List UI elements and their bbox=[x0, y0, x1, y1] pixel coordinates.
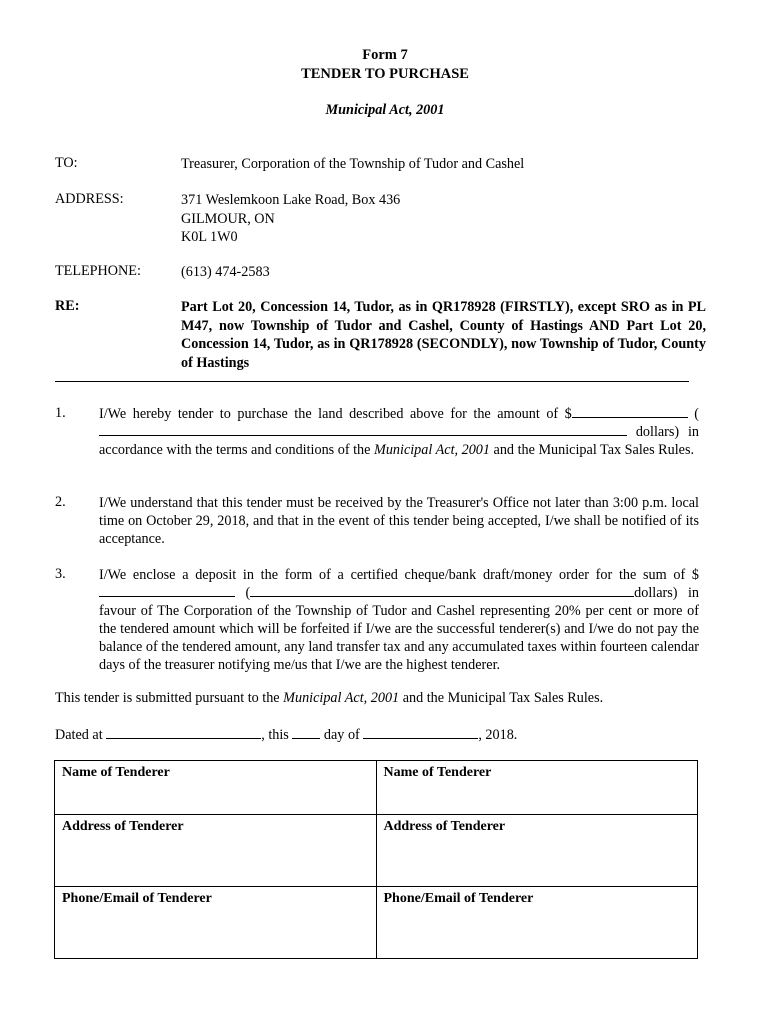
clause-1-text-c: and the Municipal Tax Sales Rules. bbox=[489, 442, 695, 458]
clause-3-number: 3. bbox=[55, 566, 66, 582]
submission-text-b: and the Municipal Tax Sales Rules. bbox=[399, 690, 604, 706]
deposit-amount-blank[interactable] bbox=[99, 584, 235, 597]
submission-statement bbox=[55, 690, 603, 707]
name-of-tenderer-label: Name of Tenderer bbox=[62, 765, 170, 780]
submission-act: Municipal Act, 2001 bbox=[283, 690, 400, 706]
address-of-tenderer-cell-2[interactable] bbox=[376, 815, 698, 887]
phone-of-tenderer-label: Phone/Email of Tenderer bbox=[62, 891, 212, 906]
dated-line bbox=[55, 726, 517, 744]
to-label: TO: bbox=[55, 155, 78, 171]
clause-3-text-b: dollars) in favour of The Corporation of the Township of Tudor and Cashel representing 20% per cent or more of the tendered amount which will be forfeited if I/we are the successful tenderer(s) and I/we do not pay the balance of the tendered amount, any land transfer tax and any accumulated taxes within fourteen calendar days of the treasurer notifying me/us that I/we are the highest tenderer. bbox=[99, 585, 699, 673]
address-line-1: 371 Weslemkoon Lake Road, Box 436 bbox=[181, 192, 401, 208]
address-line-2: GILMOUR, ON bbox=[181, 210, 275, 227]
clause-2-number: 2. bbox=[55, 494, 66, 510]
clause-1-text-a: I/We hereby tender to purchase the land described above for the amount of $ bbox=[99, 406, 572, 422]
deposit-amount-words-blank[interactable] bbox=[250, 584, 634, 597]
month-blank[interactable] bbox=[363, 726, 478, 739]
telephone-value: (613) 474-2583 bbox=[181, 264, 270, 280]
day-blank[interactable] bbox=[292, 726, 320, 739]
re-value: Part Lot 20, Concession 14, Tudor, as in QR178928 (FIRSTLY), except SRO as in PL M47, now Township of Tudor and Cashel, County of Hastings AND Part Lot 20, Concession 14, Tudor, as in QR178928 (SECONDLY), now Township of Tudor, County of Hastings bbox=[181, 299, 706, 371]
dated-year: , 2018. bbox=[478, 727, 518, 743]
submission-text-a: This tender is submitted pursuant to the bbox=[55, 690, 284, 706]
address-of-tenderer-cell-1[interactable] bbox=[55, 815, 377, 887]
address-label: ADDRESS: bbox=[55, 191, 124, 207]
divider-line bbox=[55, 381, 689, 382]
address-of-tenderer-label: Address of Tenderer bbox=[383, 819, 506, 834]
table-row bbox=[55, 815, 698, 887]
tender-amount-words-blank[interactable] bbox=[99, 423, 627, 436]
clause-2-text: I/We understand that this tender must be received by the Treasurer's Office not later than 3:00 p.m. local time on October 29, 2018, and that in the event of this tender being accepted, I/we shall be notified of its acceptance. bbox=[99, 495, 699, 547]
phone-of-tenderer-cell-1[interactable] bbox=[55, 887, 377, 959]
name-of-tenderer-cell-2[interactable] bbox=[376, 761, 698, 815]
to-value: Treasurer, Corporation of the Township of Tudor and Cashel bbox=[181, 156, 525, 172]
act-subtitle: Municipal Act, 2001 bbox=[325, 102, 445, 118]
clause-1-act: Municipal Act, 2001 bbox=[374, 442, 490, 458]
phone-of-tenderer-label: Phone/Email of Tenderer bbox=[383, 891, 534, 906]
table-row bbox=[55, 761, 698, 815]
tender-amount-blank[interactable] bbox=[572, 405, 688, 418]
clause-3: I/We enclose a deposit in the form of a certified cheque/bank draft/money order for the sum of $ ( dollars) in favour of The Corporation of the Township of Tudor and Cashel representing 20% per cent or more of the tendered amount which will be forfeited if I/we are the successful tenderer(s) and I/we do not pay the balance of the tendered amount, any land transfer tax and any accumulated taxes within fourteen calendar days of the treasurer notifying me/us that I/we are the highest tenderer. bbox=[99, 567, 699, 673]
clause-1-text-b: dollars) in accordance with the terms and conditions of the bbox=[99, 424, 699, 458]
dated-day-of-label: day of bbox=[320, 727, 364, 743]
address-block bbox=[181, 191, 400, 247]
telephone-label: TELEPHONE: bbox=[55, 263, 141, 279]
clause-3-text-a: I/We enclose a deposit in the form of a certified cheque/bank draft/money order for the sum of $ bbox=[99, 567, 699, 583]
dated-at-blank[interactable] bbox=[106, 726, 261, 739]
dated-this-label: , this bbox=[261, 727, 293, 743]
clause-1-number: 1. bbox=[55, 405, 66, 421]
tenderer-table bbox=[54, 760, 698, 959]
name-of-tenderer-label: Name of Tenderer bbox=[383, 765, 492, 780]
re-label: RE: bbox=[55, 298, 80, 314]
form-number: Form 7 bbox=[362, 47, 408, 63]
phone-of-tenderer-cell-2[interactable] bbox=[376, 887, 698, 959]
address-of-tenderer-label: Address of Tenderer bbox=[62, 819, 184, 834]
name-of-tenderer-cell-1[interactable] bbox=[55, 761, 377, 815]
address-line-3: K0L 1W0 bbox=[181, 229, 238, 245]
table-row bbox=[55, 887, 698, 959]
form-title: TENDER TO PURCHASE bbox=[301, 66, 469, 82]
dated-at-label: Dated at bbox=[55, 727, 107, 743]
clause-1: I/We hereby tender to purchase the land described above for the amount of $ ( dollars) in accordance with the terms and conditions of the Municipal Act, 2001 and the Municipal Tax Sales Rules. bbox=[99, 406, 699, 458]
